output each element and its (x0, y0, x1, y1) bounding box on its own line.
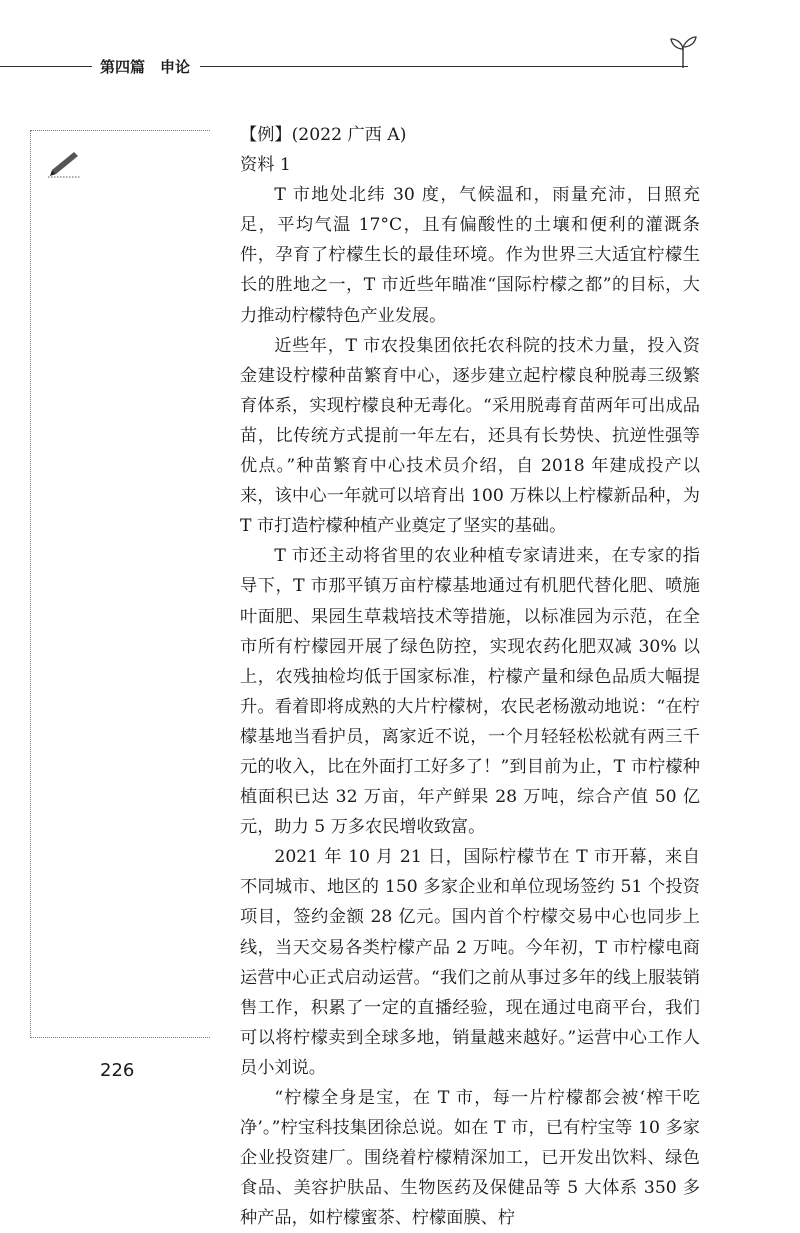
main-content (240, 120, 700, 1233)
notes-margin-box (30, 130, 210, 1038)
paragraph: “柠檬全身是宝，在 T 市，每一片柠檬都会被‘榨干吃净’。”柠宝科技集团徐总说。如在 T 市，已有柠宝等 10 多家企业投资建厂。围绕着柠檬精深加工，已开发出饮料、绿色食品、美容护肤品、生物医药及保健品等 5 大体系 350 多种产品，如柠檬蜜茶、柠檬面膜、柠 (240, 1088, 700, 1229)
sprout-icon (668, 34, 698, 68)
paragraph: 2021 年 10 月 21 日，国际柠檬节在 T 市开幕，来自不同城市、地区的 150 多家企业和单位现场签约 51 个投资项目，签约金额 28 亿元。国内首个柠檬交易中心也同步上线，当天交易各类柠檬产品 2 万吨。今年初，T 市柠檬电商运营中心正式启动运营。“我们之前从事过多年的线上服装销售工作，积累了一定的直播经验，现在通过电商平台，我们可以将柠檬卖到全球多地，销量越来越好。”运营中心工作人员小刘说。 (240, 847, 700, 1078)
paragraph: 近些年，T 市农投集团依托农科院的技术力量，投入资金建设柠檬种苗繁育中心，逐步建立起柠檬良种脱毒三级繁育体系，实现柠檬良种无毒化。“采用脱毒育苗两年可出成品苗，比传统方式提前一年左右，还具有长势快、抗逆性强等优点。”种苗繁育中心技术员介绍，自 2018 年建成投产以来，该中心一年就可以培育出 100 万株以上柠檬新品种，为 T 市打造柠檬种植产业奠定了坚实的基础。 (240, 335, 700, 537)
header-rule-right (200, 66, 688, 67)
pen-icon (44, 146, 84, 178)
paragraph: T 市地处北纬 30 度，气候温和，雨量充沛，日照充足，平均气温 17°C，且有偏酸性的土壤和便利的灌溉条件，孕育了柠檬生长的最佳环境。作为世界三大适宜柠檬生长的胜地之一，T 市近些年瞄准“国际柠檬之都”的目标，大力推动柠檬特色产业发展。 (240, 185, 700, 326)
header-rule-left (0, 66, 92, 67)
paragraph: T 市还主动将省里的农业种植专家请进来，在专家的指导下，T 市那平镇万亩柠檬基地通过有机肥代替化肥、喷施叶面肥、果园生草栽培技术等措施，以标准园为示范，在全市所有柠檬园开展了绿色防控，实现农药化肥双减 30% 以上，农残抽检均低于国家标准，柠檬产量和绿色品质大幅提升。看着即将成熟的大片柠檬树，农民老杨激动地说：“在柠檬基地当看护员，离家近不说，一个月轻轻松松就有两三千元的收入，比在外面打工好多了！”到目前为止，T 市柠檬种植面积已达 32 万亩，年产鲜果 28 万吨，综合产值 50 亿元，助力 5 万多农民增收致富。 (240, 546, 700, 838)
material-label: 资料 1 (240, 155, 291, 176)
example-tag: 【例】(2022 广西 A) (240, 125, 407, 145)
page-number: 226 (100, 1060, 135, 1081)
section-title: 第四篇 申论 (100, 58, 191, 76)
